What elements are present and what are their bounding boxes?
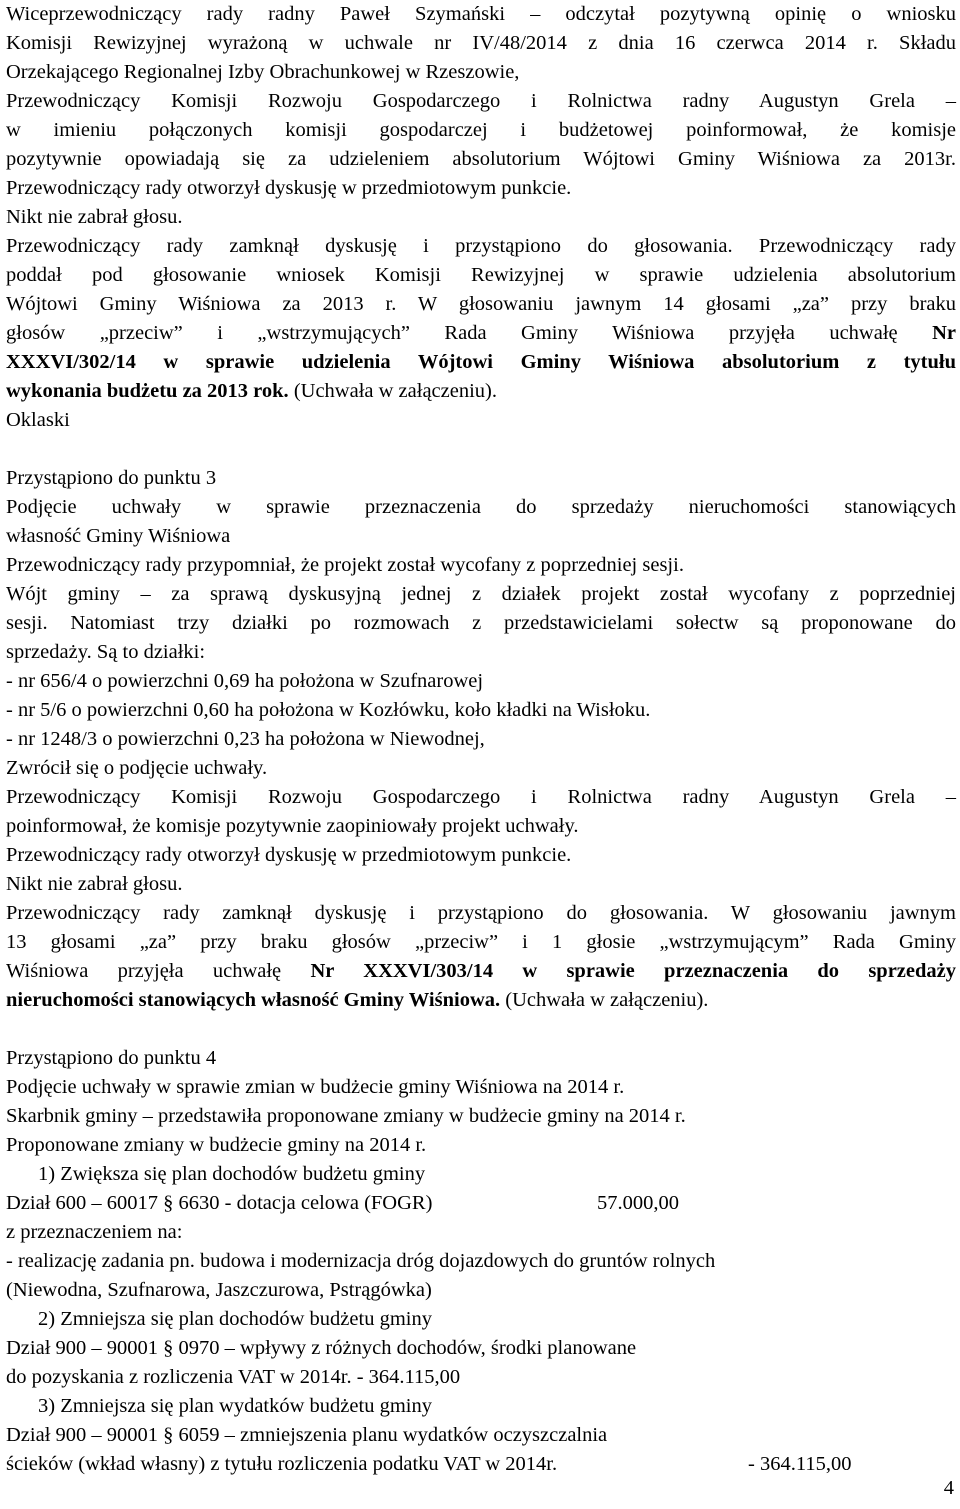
text-line — [6, 319, 956, 348]
text-line — [6, 957, 956, 986]
numbered-item: 3) Zmniejsza się plan wydatków budżetu gminy — [38, 1395, 432, 1417]
budget-description: ścieków (wkład własny) z tytułu rozliczenia podatku VAT w 2014r. — [6, 1453, 558, 1475]
text-line: Przewodniczący rady zamknął dyskusję i przystąpiono do głosowania. W głosowaniu jawnym — [6, 902, 956, 924]
resolution-title-bold: Nr XXXVI/303/14 w sprawie przeznaczenia do sprzedaży — [310, 960, 957, 982]
resolution-title-bold: XXXVI/302/14 w sprawie udzielenia Wójtowi Gminy Wiśniowa absolutorium z tytułu — [6, 351, 956, 373]
blank-line — [6, 1015, 956, 1044]
text-line: sesji. Natomiast trzy działki po rozmowach z przedstawicielami sołectw są proponowane do — [6, 612, 956, 634]
list-item: - nr 656/4 o powierzchni 0,69 ha położona w Szufnarowej — [6, 670, 484, 692]
text-line: Przewodniczący rady otworzył dyskusję w przedmiotowym punkcie. — [6, 177, 572, 199]
text-line: Przewodniczący rady otworzył dyskusję w przedmiotowym punkcie. — [6, 844, 572, 866]
text-line: Przewodniczący Komisji Rozwoju Gospodarczego i Rolnictwa radny Augustyn Grela – — [6, 786, 956, 808]
blank-line — [6, 435, 956, 464]
text-line: poinformował, że komisje pozytywnie zaopiniowały projekt uchwały. — [6, 815, 579, 837]
numbered-item: 2) Zmniejsza się plan dochodów budżetu gminy — [38, 1308, 432, 1330]
text-line: sprzedaży. Są to działki: — [6, 641, 206, 663]
list-item: - nr 5/6 o powierzchni 0,60 ha położona w Kozłówku, koło kładki na Wisłoku. — [6, 699, 651, 721]
text-line: w imieniu połączonych komisji gospodarczej i budżetowej poinformował, że komisje — [6, 119, 956, 141]
text-line — [6, 986, 956, 1015]
text-run: (Uchwała w załączeniu). — [500, 989, 709, 1011]
text-line: Nikt nie zabrał głosu. — [6, 206, 183, 228]
text-line: Przewodniczący Komisji Rozwoju Gospodarczego i Rolnictwa radny Augustyn Grela – — [6, 90, 956, 112]
text-line: Podjęcie uchwały w sprawie przeznaczenia do sprzedaży nieruchomości stanowiących — [6, 496, 956, 518]
budget-line: Dział 900 – 90001 § 6059 – zmniejszenia planu wydatków oczyszczalnia — [6, 1424, 608, 1446]
budget-line — [6, 1450, 956, 1479]
budget-description: Dział 600 – 60017 § 6630 - dotacja celowa (FOGR) — [6, 1192, 433, 1214]
text-line: Zwrócił się o podjęcie uchwały. — [6, 757, 268, 779]
text-line: Nikt nie zabrał głosu. — [6, 873, 183, 895]
text-line: Podjęcie uchwały w sprawie zmian w budżecie gminy Wiśniowa na 2014 r. — [6, 1076, 625, 1098]
text-line: Wójt gminy – za sprawą dyskusyjną jednej z działek projekt został wycofany z poprzedniej — [6, 583, 956, 605]
text-line: z przeznaczeniem na: — [6, 1221, 183, 1243]
section-heading: Przystąpiono do punktu 3 — [6, 467, 217, 489]
text-line: pozytywnie opowiadają się za udzieleniem absolutorium Wójtowi Gminy Wiśniowa za 2013r. — [6, 148, 956, 170]
text-line: Proponowane zmiany w budżecie gminy na 2014 r. — [6, 1134, 427, 1156]
text-line: (Niewodna, Szufnarowa, Jaszczurowa, Pstrągówka) — [6, 1279, 432, 1301]
text-line: 13 głosami „za” przy braku głosów „przeciw” i 1 głosie „wstrzymującym” Rada Gminy — [6, 931, 956, 953]
text-line: Skarbnik gminy – przedstawiła proponowane zmiany w budżecie gminy na 2014 r. — [6, 1105, 686, 1127]
text-run: Wiśniowa przyjęła uchwałę — [6, 960, 282, 982]
text-line: Orzekającego Regionalnej Izby Obrachunkowej w Rzeszowie, — [6, 61, 520, 83]
text-run: (Uchwała w załączeniu). — [288, 380, 497, 402]
list-item: - nr 1248/3 o powierzchni 0,23 ha położona w Niewodnej, — [6, 728, 485, 750]
text-line: Wójtowi Gminy Wiśniowa za 2013 r. W głosowaniu jawnym 14 głosami „za” przy braku — [6, 293, 956, 315]
text-run: głosów „przeciw” i „wstrzymujących” Rada Gminy Wiśniowa przyjęła uchwałę — [6, 322, 898, 344]
text-line: własność Gminy Wiśniowa — [6, 525, 231, 547]
text-line: Przewodniczący rady przypomniał, że projekt został wycofany z poprzedniej sesji. — [6, 554, 684, 576]
section-heading: Przystąpiono do punktu 4 — [6, 1047, 217, 1069]
text-line — [6, 377, 956, 406]
page-number: 4 — [943, 1477, 954, 1499]
text-line: poddał pod głosowanie wniosek Komisji Rewizyjnej w sprawie udzielenia absolutorium — [6, 264, 956, 286]
budget-amount: - 364.115,00 — [748, 1453, 852, 1475]
text-line: - realizację zadania pn. budowa i modernizacja dróg dojazdowych do gruntów rolnych — [6, 1250, 716, 1272]
text-line: Wiceprzewodniczący rady radny Paweł Szymański – odczytał pozytywną opinię o wniosku — [6, 3, 956, 25]
text-line: Przewodniczący rady zamknął dyskusję i przystąpiono do głosowania. Przewodniczący rady — [6, 235, 956, 257]
document-page — [6, 0, 956, 1479]
numbered-item: 1) Zwiększa się plan dochodów budżetu gminy — [38, 1163, 426, 1185]
budget-line: Dział 900 – 90001 § 0970 – wpływy z różnych dochodów, środki planowane — [6, 1337, 637, 1359]
resolution-number-bold: Nr — [932, 322, 957, 344]
budget-line: do pozyskania z rozliczenia VAT w 2014r. - 364.115,00 — [6, 1366, 461, 1388]
text-line: Komisji Rewizyjnej wyrażoną w uchwale nr IV/48/2014 z dnia 16 czerwca 2014 r. Składu — [6, 32, 956, 54]
text-line: Oklaski — [6, 409, 70, 431]
resolution-title-bold: nieruchomości stanowiących własność Gminy Wiśniowa. — [6, 989, 501, 1011]
resolution-title-bold: wykonania budżetu za 2013 rok. — [6, 380, 289, 402]
budget-line — [6, 1189, 956, 1218]
budget-amount: 57.000,00 — [597, 1192, 679, 1214]
